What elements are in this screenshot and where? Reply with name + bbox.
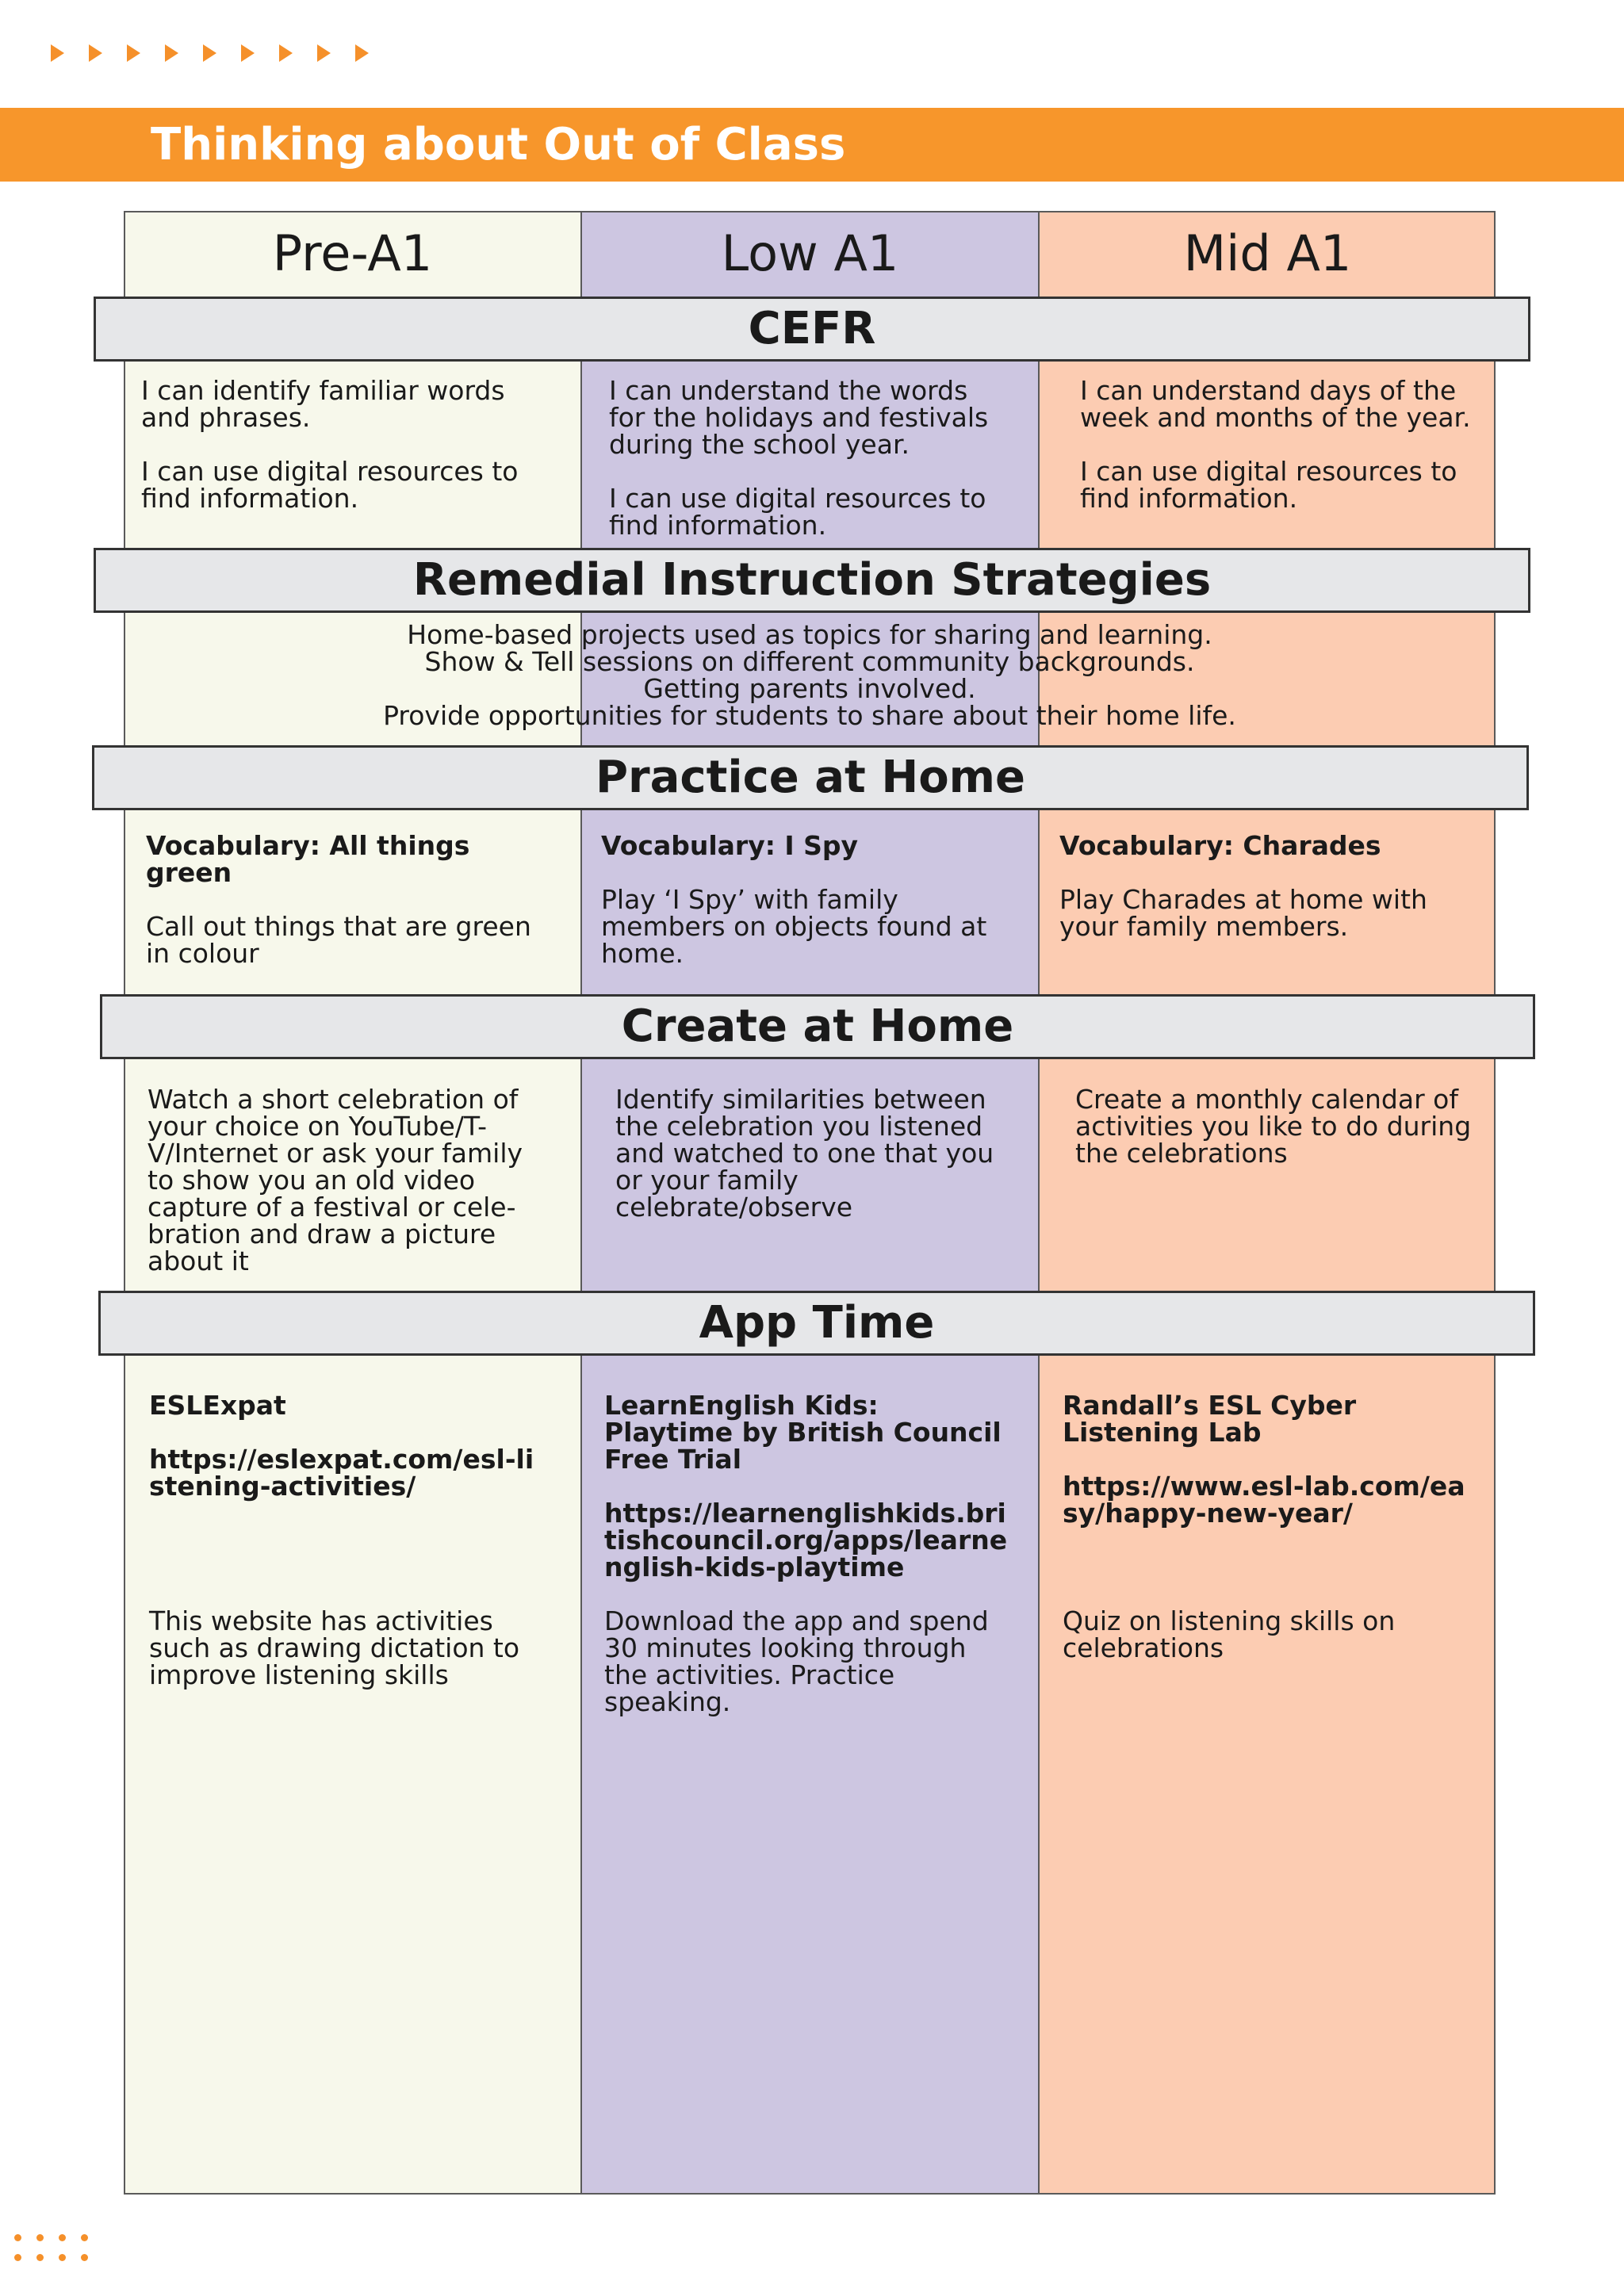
practice-cell-low-a1	[601, 832, 998, 994]
create-text: Watch a short celebration of your choice on YouTube/T-V/Internet or ask your family to show you an old video capture of a festival or cele-bration and draw a picture about it	[147, 1084, 523, 1276]
dot-icon	[59, 2234, 66, 2241]
arrow-icon	[203, 44, 216, 62]
decorative-arrows	[51, 44, 369, 67]
remedial-line: Home-based projects used as topics for sharing and learning.	[407, 619, 1212, 650]
dot-icon	[36, 2234, 44, 2241]
column-header-low-a1: Low A1	[721, 224, 899, 282]
cefr-text: I can use digital resources to find information.	[1080, 456, 1457, 514]
app-description: Download the app and spend 30 minutes looking through the activities. Practice speaking.	[604, 1605, 989, 1717]
cefr-cell-pre-a1	[141, 377, 538, 539]
app-title: ESLExpat	[149, 1390, 286, 1421]
remedial-line: Provide opportunities for students to share about their home life.	[383, 700, 1236, 731]
practice-cell-mid-a1	[1059, 832, 1456, 967]
cefr-text: I can understand days of the week and months of the year.	[1080, 375, 1471, 433]
app-cell-low-a1	[604, 1392, 1009, 1743]
arrow-icon	[127, 44, 140, 62]
arrow-icon	[165, 44, 178, 62]
cefr-cell-mid-a1	[1080, 377, 1477, 539]
cefr-cell-low-a1	[609, 377, 1005, 566]
column-header-pre-a1: Pre-A1	[272, 224, 433, 282]
practice-text: Call out things that are green in colour	[146, 911, 531, 969]
arrow-icon	[89, 44, 102, 62]
cefr-text: I can identify familiar words and phrases.	[141, 375, 505, 433]
section-heading-practice: Practice at Home	[92, 745, 1529, 810]
practice-title: Vocabulary: I Spy	[601, 830, 859, 861]
cefr-text: I can use digital resources to find information.	[141, 456, 519, 514]
app-description: Quiz on listening skills on celebrations	[1063, 1605, 1396, 1663]
practice-title: Vocabulary: All things green	[146, 830, 470, 888]
app-link[interactable]: https://learnenglishkids.britishcouncil.org/apps/learnenglish-kids-playtime	[604, 1498, 1008, 1582]
cefr-text: I can use digital resources to find information.	[609, 483, 986, 541]
decorative-dots	[14, 2234, 88, 2261]
dot-icon	[59, 2254, 66, 2261]
cefr-text: I can understand the words for the holidays and festivals during the school year.	[609, 375, 989, 460]
app-description: This website has activities such as drawing dictation to improve listening skills	[149, 1605, 520, 1690]
section-heading-remedial: Remedial Instruction Strategies	[94, 548, 1530, 613]
remedial-line: Getting parents involved.	[643, 673, 976, 704]
arrow-icon	[51, 44, 64, 62]
column-header-mid-a1: Mid A1	[1183, 224, 1352, 282]
app-title: Randall’s ESL Cyber Listening Lab	[1063, 1390, 1357, 1448]
create-text: Identify similarities between the celebration you listened and watched to one that you or your family celebrate/observe	[615, 1084, 994, 1223]
arrow-icon	[355, 44, 369, 62]
practice-title: Vocabulary: Charades	[1059, 830, 1381, 861]
title-banner	[0, 108, 1624, 182]
arrow-icon	[241, 44, 255, 62]
section-heading-create: Create at Home	[100, 994, 1535, 1059]
section-heading-app-time: App Time	[98, 1291, 1535, 1356]
app-link[interactable]: https://www.esl-lab.com/easy/happy-new-year/	[1063, 1471, 1465, 1529]
dot-icon	[36, 2254, 44, 2261]
dot-icon	[14, 2254, 21, 2261]
section-heading-cefr: CEFR	[94, 297, 1530, 362]
create-cell-low-a1	[615, 1086, 1012, 1248]
arrow-icon	[317, 44, 331, 62]
remedial-strategies	[124, 619, 1496, 731]
dot-icon	[81, 2254, 88, 2261]
app-title: LearnEnglish Kids: Playtime by British Council Free Trial	[604, 1390, 1002, 1475]
practice-text: Play ‘I Spy’ with family members on objects found at home.	[601, 884, 987, 969]
app-link[interactable]: https://eslexpat.com/esl-listening-activities/	[149, 1444, 534, 1502]
remedial-line: Show & Tell sessions on different community backgrounds.	[424, 646, 1195, 677]
arrow-icon	[279, 44, 293, 62]
create-cell-mid-a1	[1075, 1086, 1472, 1194]
create-text: Create a monthly calendar of activities you like to do during the celebrations	[1075, 1084, 1472, 1169]
app-cell-mid-a1	[1063, 1392, 1467, 1689]
practice-cell-pre-a1	[146, 832, 542, 994]
dot-icon	[81, 2234, 88, 2241]
dot-icon	[14, 2234, 21, 2241]
app-cell-pre-a1	[149, 1392, 546, 1716]
practice-text: Play Charades at home with your family members.	[1059, 884, 1427, 942]
create-cell-pre-a1	[147, 1086, 539, 1302]
page-title: Thinking about Out of Class	[151, 119, 846, 170]
